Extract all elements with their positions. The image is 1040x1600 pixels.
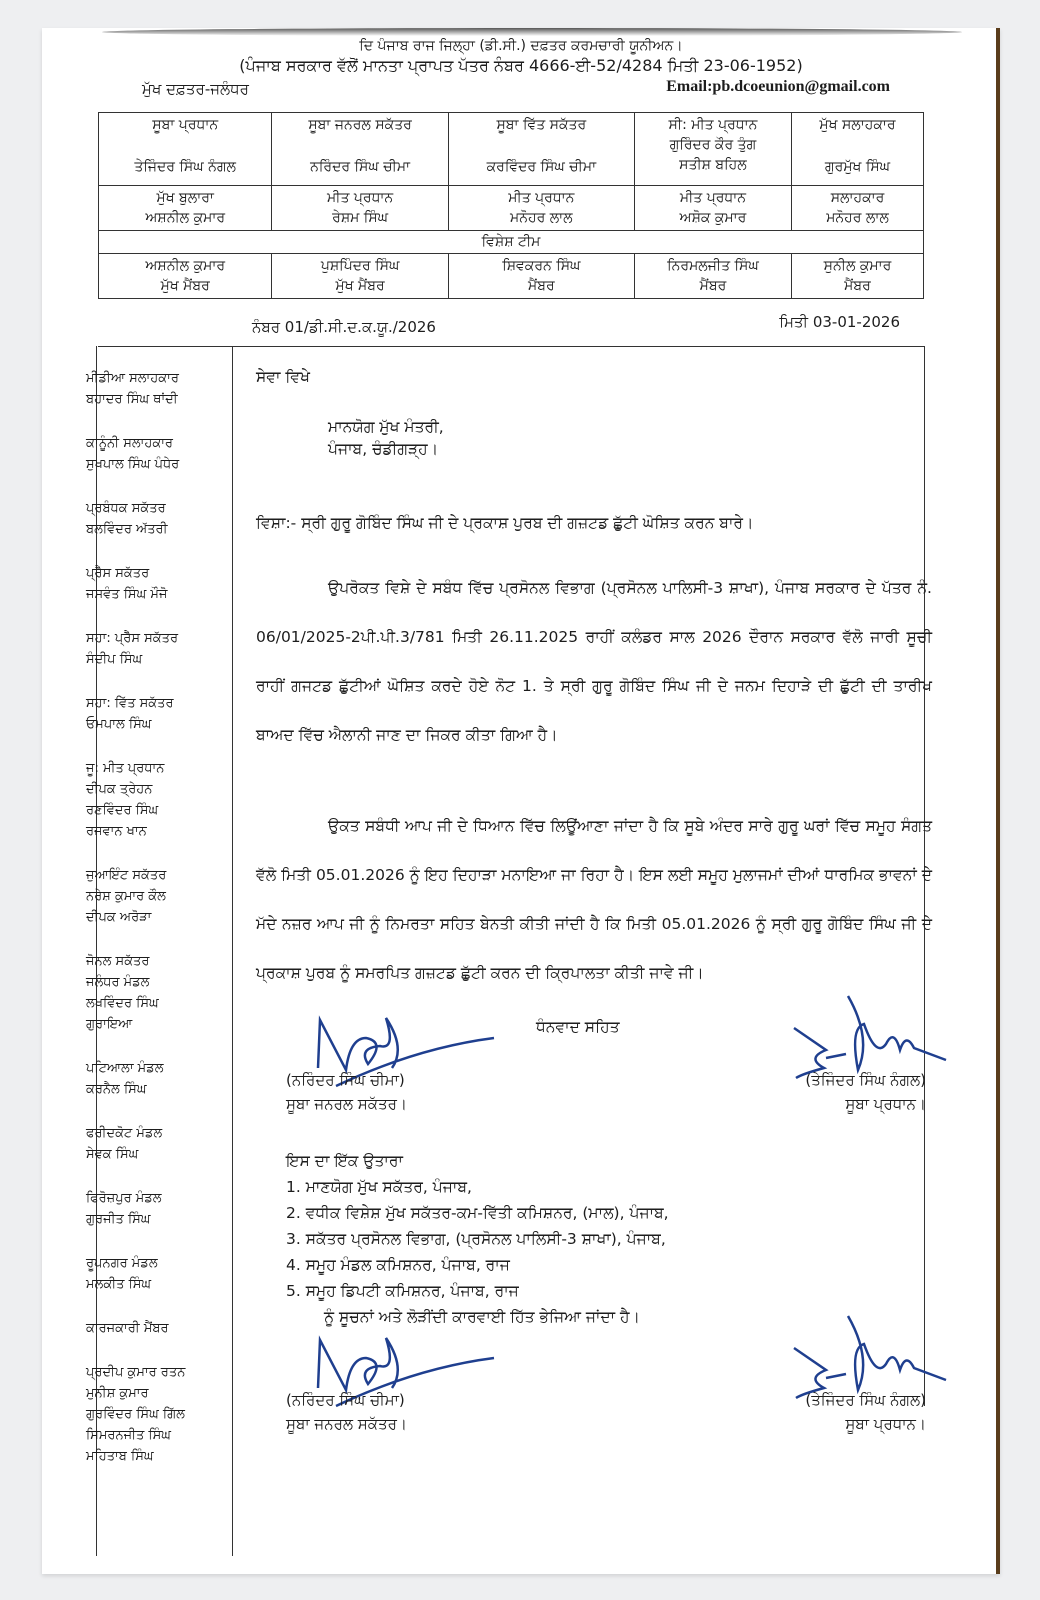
officer-name: ਸਤੀਸ਼ ਬਹਿਲ — [679, 157, 747, 173]
sidebar-group — [86, 498, 226, 540]
signatory-title: ਸੂਬਾ ਜਨਰਲ ਸਕੱਤਰ। — [286, 1095, 408, 1113]
copy-to-item: 3. ਸਕੱਤਰ ਪ੍ਰਸੋਨਲ ਵਿਭਾਗ, (ਪ੍ਰਸੋਨਲ ਪਾਲਿਸੀ-3 ਸ਼ਾਖਾ), ਪੰਜਾਬ, — [286, 1230, 666, 1248]
officer-name: ਅਸ਼ਨੀਲ ਕੁਮਾਰ — [145, 210, 226, 226]
officer-name: ਕਰਵਿੰਦਰ ਸਿੰਘ ਚੀਮਾ — [486, 159, 597, 175]
sidebar-name: ਜਲੰਧਰ ਮੰਡਲ — [86, 975, 150, 990]
officer-post: ਸੂਬਾ ਵਿੱਤ ਸਕੱਤਰ — [496, 117, 587, 133]
sidebar-name: ਦੀਪਕ ਅਰੋੜਾ — [86, 910, 152, 925]
scan-shadow — [102, 28, 962, 36]
officer-post: ਸੂਬਾ ਪ੍ਰਧਾਨ — [152, 117, 219, 133]
officer-cell — [272, 113, 448, 186]
sidebar-post: ਜੁਆਇੰਟ ਸਕੱਤਰ — [86, 868, 167, 883]
sidebar-group — [86, 865, 226, 928]
sidebar-group — [86, 1253, 226, 1295]
sidebar-group — [86, 368, 226, 410]
paragraph-2-text: ਉਕਤ ਸਬੰਧੀ ਆਪ ਜੀ ਦੇ ਧਿਆਨ ਵਿੱਚ ਲਿਊਂਆਣਾ ਜਾਂਦਾ ਹੈ ਕਿ ਸੂਬੇ ਅੰਦਰ ਸਾਰੇ ਗੁਰੂ ਘਰਾਂ ਵਿੱਚ ਸਮੂਹ ਸੰਗਤ ਵੱਲੋ ਮਿਤੀ 05.01.2026 ਨੂੰ ਇਹ ਦਿਹਾੜਾ ਮਨਾਇਆ ਜਾ ਰਿਹਾ ਹੈ। ਇਸ ਲਈ ਸਮੂਹ ਮੁਲਾਜਮਾਂ ਦੀਆਂ ਧਾਰਮਿਕ ਭਾਵਨਾਂ ਦੇ ਮੱਦੇ ਨਜ਼ਰ ਆਪ ਜੀ ਨੂੰ ਨਿਮਰਤਾ ਸਹਿਤ ਬੇਨਤੀ ਕੀਤੀ ਜਾਂਦੀ ਹੈ ਕਿ ਮਿਤੀ 05.01.2026 ਨੂੰ ਸ੍ਰੀ ਗੁਰੂ ਗੋਬਿੰਦ ਸਿੰਘ ਜੀ ਦੇ ਪ੍ਰਕਾਸ਼ ਪੁਰਬ ਨੂੰ ਸਮਰਪਿਤ ਗਜ਼ਟਡ ਛੁੱਟੀ ਕਰਨ ਦੀ ਕ੍ਰਿਪਾਲਤਾ ਕੀਤੀ ਜਾਵੇ ਜੀ। — [256, 817, 932, 982]
officer-name: ਤੇਜਿੰਦਰ ਸਿੰਘ ਨੰਗਲ — [134, 159, 237, 175]
officer-post: ਸਲਾਹਕਾਰ — [830, 190, 885, 206]
signatory-title: ਸੂਬਾ ਪ੍ਰਧਾਨ। — [845, 1415, 926, 1433]
sidebar-name: ਜਸਵੰਤ ਸਿੰਘ ਮੌਜੋ — [86, 587, 168, 602]
team-member-name: ਅਸ਼ਨੀਲ ਕੁਮਾਰ — [145, 258, 226, 274]
team-member-name: ਸ਼ਿਵਕਰਨ ਸਿੰਘ — [502, 258, 581, 274]
sidebar-name: ਗੁਰਵਿੰਦਰ ਸਿੰਘ ਗਿੱਲ — [86, 1407, 185, 1422]
team-member-cell — [634, 254, 791, 299]
officer-cell — [792, 113, 924, 186]
paragraph-1-text: ਉਪਰੋਕਤ ਵਿਸ਼ੇ ਦੇ ਸਬੰਧ ਵਿੱਚ ਪ੍ਰਸੋਨਲ ਵਿਭਾਗ (ਪ੍ਰਸੋਨਲ ਪਾਲਿਸੀ-3 ਸ਼ਾਖਾ), ਪੰਜਾਬ ਸਰਕਾਰ ਦੇ ਪੱਤਰ ਨੰ. 06/01/2025-2ਪੀ.ਪੀ.3/781 ਮਿਤੀ 26.11.2025 ਰਾਹੀਂ ਕਲੰਡਰ ਸਾਲ 2026 ਦੌਰਾਨ ਸਰਕਾਰ ਵੱਲੋ ਜਾਰੀ ਸੂਚੀ ਰਾਹੀਂ ਗਜਟਡ ਛੁੱਟੀਆਂ ਘੋਸ਼ਿਤ ਕਰਦੇ ਹੋਏ ਨੋਟ 1. ਤੇ ਸ੍ਰੀ ਗੁਰੂ ਗੋਬਿੰਦ ਸਿੰਘ ਜੀ ਦੇ ਜਨਮ ਦਿਹਾੜੇ ਦੀ ਛੁੱਟੀ ਦੀ ਤਾਰੀਖ ਬਾਅਦ ਵਿੱਚ ਐਲਾਨੀ ਜਾਣ ਦਾ ਜਿਕਰ ਕੀਤਾ ਗਿਆ ਹੈ। — [256, 579, 932, 744]
sidebar-name: ਮੁਨੀਸ਼ ਕੁਮਾਰ — [86, 1386, 149, 1401]
sidebar-name: ਮਹਿਤਾਬ ਸਿੰਘ — [86, 1449, 154, 1464]
paragraph-2 — [256, 802, 932, 998]
sidebar-post: ਜੂ: ਮੀਤ ਪ੍ਰਧਾਨ — [86, 761, 165, 776]
copy-to-item: 4. ਸਮੂਹ ਮੰਡਲ ਕਮਿਸ਼ਨਰ, ਪੰਜਾਬ, ਰਾਜ — [286, 1256, 510, 1274]
salutation: ਸੇਵਾ ਵਿਖੇ — [256, 368, 310, 386]
sidebar-post: ਸਹਾ: ਪ੍ਰੈੱਸ ਸਕੱਤਰ — [86, 631, 179, 646]
team-member-role: ਮੈਂਬਰ — [844, 278, 871, 294]
sidebar-post: ਮੀਡੀਆ ਸਲਾਹਕਾਰ — [86, 371, 179, 386]
officer-cell — [99, 113, 272, 186]
signatory-right-copy — [796, 1388, 926, 1436]
sidebar-name: ਬਲਵਿੰਦਰ ਅੱਤਰੀ — [86, 522, 168, 537]
sidebar-name: ਦੀਪਕ ਤ੍ਰੇਹਨ — [86, 782, 153, 797]
copy-to-item: 2. ਵਧੀਕ ਵਿਸ਼ੇਸ਼ ਮੁੱਖ ਸਕੱਤਰ-ਕਮ-ਵਿੱਤੀ ਕਮਿਸ਼ਨਰ, (ਮਾਲ), ਪੰਜਾਬ, — [286, 1204, 669, 1222]
sidebar-name: ਗੁਰਾਇਆ — [86, 1017, 133, 1032]
sidebar-post: ਕਾਰਜਕਾਰੀ ਮੈਂਬਰ — [86, 1321, 169, 1336]
officer-name: ਗੁਰਮੁੱਖ ਸਿੰਘ — [824, 159, 891, 175]
sidebar-group — [86, 1123, 226, 1165]
sidebar-name: ਰਜਵਾਨ ਖਾਨ — [86, 824, 147, 839]
officer-post: ਸੀ: ਮੀਤ ਪ੍ਰਧਾਨ — [668, 117, 758, 133]
officers-row-1 — [99, 113, 924, 186]
sidebar-group — [86, 758, 226, 842]
team-member-cell — [99, 254, 272, 299]
sidebar-post: ਪ੍ਰੈੱਸ ਸਕੱਤਰ — [86, 566, 150, 581]
signatory-name: (ਤੇਜਿੰਦਰ ਸਿੰਘ ਨੰਗਲ) — [805, 1391, 926, 1409]
addressee-line: ਮਾਨਯੋਗ ਮੁੱਖ ਮੰਤਰੀ, — [328, 418, 444, 436]
copy-to-item: 5. ਸਮੂਹ ਡਿਪਟੀ ਕਮਿਸ਼ਨਰ, ਪੰਜਾਬ, ਰਾਜ — [286, 1282, 519, 1300]
sidebar-group — [86, 1362, 226, 1467]
team-member-cell — [448, 254, 634, 299]
officer-cell — [272, 186, 448, 231]
signatory-title: ਸੂਬਾ ਪ੍ਰਧਾਨ। — [845, 1095, 926, 1113]
union-name: ਦਿ ਪੰਜਾਬ ਰਾਜ ਜਿਲ੍ਹਾ (ਡੀ.ਸੀ.) ਦਫ਼ਤਰ ਕਰਮਚਾਰੀ ਯੂਨੀਅਨ। — [359, 38, 683, 54]
sidebar-name: ਲਖਵਿੰਦਰ ਸਿੰਘ — [86, 996, 159, 1011]
special-team-row — [99, 254, 924, 299]
divider — [98, 346, 924, 347]
team-member-name: ਸੁਨੀਲ ਕੁਮਾਰ — [823, 258, 892, 274]
sidebar-name: ਸੰਦੀਪ ਸਿੰਘ — [86, 652, 143, 667]
officer-cell — [448, 186, 634, 231]
paragraph-1 — [256, 564, 932, 760]
sidebar-name: ਨਰੇਸ਼ ਕੁਮਾਰ ਕੌਲ — [86, 889, 166, 904]
sidebar-name: ਸੇਵਕ ਸਿੰਘ — [86, 1147, 139, 1162]
sidebar-group — [86, 1058, 226, 1100]
signatory-left-copy — [286, 1388, 407, 1436]
signatory-title: ਸੂਬਾ ਜਨਰਲ ਸਕੱਤਰ। — [286, 1415, 408, 1433]
addressee-line: ਪੰਜਾਬ, ਚੰਡੀਗੜ੍ਹ। — [328, 440, 439, 458]
signatory-right — [796, 1068, 926, 1116]
signatory-name: (ਨਰਿੰਦਰ ਸਿੰਘ ਚੀਮਾ) — [286, 1391, 405, 1409]
sidebar-group — [86, 433, 226, 475]
letter-page — [42, 28, 1000, 1574]
scan-edge — [996, 28, 1000, 1574]
officer-cell — [448, 113, 634, 186]
sidebar-post: ਪਟਿਆਲਾ ਮੰਡਲ — [86, 1061, 164, 1076]
sidebar-name: ਗੁਰਜੀਤ ਸਿੰਘ — [86, 1212, 151, 1227]
sidebar-post: ਪ੍ਰਦੀਪ ਕੁਮਾਰ ਰਤਨ — [86, 1365, 186, 1380]
signatory-left — [286, 1068, 407, 1116]
sidebar-name: ਬਹਾਦਰ ਸਿੰਘ ਥਾਂਦੀ — [86, 392, 178, 407]
sidebar-name: ਸਿਮਰਨਜੀਤ ਸਿੰਘ — [86, 1428, 171, 1443]
sidebar-post: ਰੂਪਨਗਰ ਮੰਡਲ — [86, 1256, 158, 1271]
recognition-line: (ਪੰਜਾਬ ਸਰਕਾਰ ਵੱਲੋਂ ਮਾਨਤਾ ਪ੍ਰਾਪਤ ਪੱਤਰ ਨੰਬਰ 4666-ਈ-52/4284 ਮਿਤੀ 23-06-1952) — [239, 56, 803, 75]
officer-name: ਨਰਿੰਦਰ ਸਿੰਘ ਚੀਮਾ — [310, 159, 411, 175]
sidebar-post: ਸਹਾ: ਵਿੱਤ ਸਕੱਤਰ — [86, 696, 174, 711]
sidebar-group — [86, 1188, 226, 1230]
sidebar-group — [86, 563, 226, 605]
officer-post: ਮੁੱਖ ਸਲਾਹਕਾਰ — [819, 117, 896, 133]
email-address: Email:pb.dcoeunion@gmail.com — [666, 78, 890, 95]
thanks-line: ਧੰਨਵਾਦ ਸਹਿਤ — [536, 1018, 620, 1036]
officer-name: ਮਨੋਹਰ ਲਾਲ — [510, 210, 573, 226]
signatory-name: (ਤੇਜਿੰਦਰ ਸਿੰਘ ਨੰਗਲ) — [805, 1071, 926, 1089]
officer-cell — [99, 186, 272, 231]
team-member-role: ਮੁੱਖ ਮੈਂਬਰ — [160, 278, 210, 294]
reference-number: ਨੰਬਰ 01/ਡੀ.ਸੀ.ਦ.ਕ.ਯੂ./2026 — [252, 318, 436, 336]
sidebar-group — [86, 628, 226, 670]
team-member-role: ਮੁੱਖ ਮੈਂਬਰ — [335, 278, 385, 294]
sidebar-post: ਫਿਰੋਜ਼ਪੁਰ ਮੰਡਲ — [86, 1191, 162, 1206]
sidebar-group — [86, 1318, 226, 1339]
special-team-title: ਵਿਸ਼ੇਸ਼ ਟੀਮ — [99, 231, 924, 254]
sidebar-post: ਪ੍ਰਬੰਧਕ ਸਕੱਤਰ — [86, 501, 166, 516]
sidebar-post: ਜੋਨਲ ਸਕੱਤਰ — [86, 954, 150, 969]
officer-cell — [792, 186, 924, 231]
officer-name: ਗੁਰਿੰਦਰ ਕੌਰ ਤੁੰਗ — [669, 137, 757, 153]
sidebar-name: ਕਰਨੈਲ ਸਿੰਘ — [86, 1082, 147, 1097]
officer-post: ਮੁੱਖ ਬੁਲਾਰਾ — [156, 190, 214, 206]
officer-post: ਮੀਤ ਪ੍ਰਧਾਨ — [679, 190, 746, 206]
special-team-header-row — [99, 231, 924, 254]
signatory-name: (ਨਰਿੰਦਰ ਸਿੰਘ ਚੀਮਾ) — [286, 1071, 405, 1089]
team-member-role: ਮੈਂਬਰ — [699, 278, 727, 294]
officers-row-2 — [99, 186, 924, 231]
officer-post: ਮੀਤ ਪ੍ਰਧਾਨ — [508, 190, 575, 206]
addressee — [328, 416, 444, 460]
officer-post: ਸੂਬਾ ਜਨਰਲ ਸਕੱਤਰ — [308, 117, 412, 133]
sidebar-name: ਰਣਵਿੰਦਰ ਸਿੰਘ — [86, 803, 159, 818]
officer-post: ਮੀਤ ਪ੍ਰਧਾਨ — [327, 190, 394, 206]
head-office: ਮੁੱਖ ਦਫ਼ਤਰ-ਜਲੰਧਰ — [142, 80, 249, 98]
officer-name: ਮਨੋਹਰ ਲਾਲ — [826, 210, 889, 226]
sidebar-name: ਮਲਕੀਤ ਸਿੰਘ — [86, 1277, 152, 1292]
reference-date: ਮਿਤੀ 03-01-2026 — [779, 313, 900, 331]
team-member-role: ਮੈਂਬਰ — [528, 278, 555, 294]
sidebar-office-bearers — [86, 368, 226, 1490]
officer-name: ਰੇਸ਼ਮ ਸਿੰਘ — [332, 210, 389, 226]
officer-cell — [634, 113, 791, 186]
team-member-cell — [272, 254, 448, 299]
sidebar-post: ਕਾਨੂੰਨੀ ਸਲਾਹਕਾਰ — [86, 436, 173, 451]
subject-line: ਵਿਸ਼ਾ:- ਸ੍ਰੀ ਗੁਰੂ ਗੋਬਿੰਦ ਸਿੰਘ ਜੀ ਦੇ ਪ੍ਰਕਾਸ਼ ਪੁਰਬ ਦੀ ਗਜ਼ਟਡ ਛੁੱਟੀ ਘੋਸ਼ਿਤ ਕਰਨ ਬਾਰੇ। — [256, 514, 754, 532]
copy-to-item: 1. ਮਾਣਯੋਗ ਮੁੱਖ ਸਕੱਤਰ, ਪੰਜਾਬ, — [286, 1178, 472, 1196]
team-member-cell — [792, 254, 924, 299]
sidebar-group — [86, 693, 226, 735]
copy-to-closing: ਨੂੰ ਸੂਚਨਾਂ ਅਤੇ ਲੋੜੀਂਦੀ ਕਾਰਵਾਈ ਹਿੱਤ ਭੇਜਿਆ ਜਾਂਦਾ ਹੈ। — [324, 1308, 640, 1326]
sidebar-group — [86, 951, 226, 1035]
copy-to-heading: ਇਸ ਦਾ ਇੱਕ ਉਤਾਰਾ — [286, 1152, 403, 1170]
sidebar-post: ਫਰੀਦਕੋਟ ਮੰਡਲ — [86, 1126, 163, 1141]
team-member-name: ਨਿਰਮਲਜੀਤ ਸਿੰਘ — [667, 258, 759, 274]
officer-cell — [634, 186, 791, 231]
sidebar-name: ਓਮਪਾਲ ਸਿੰਘ — [86, 717, 152, 732]
officers-table — [98, 112, 924, 299]
officer-name: ਅਸ਼ੋਕ ਕੁਮਾਰ — [679, 210, 747, 226]
team-member-name: ਪੁਸ਼ਪਿੰਦਰ ਸਿੰਘ — [320, 258, 400, 274]
sidebar-name: ਸੁਖਪਾਲ ਸਿੰਘ ਪੰਧੇਰ — [86, 457, 180, 472]
copy-to-list — [286, 1148, 669, 1330]
divider — [232, 346, 233, 1556]
